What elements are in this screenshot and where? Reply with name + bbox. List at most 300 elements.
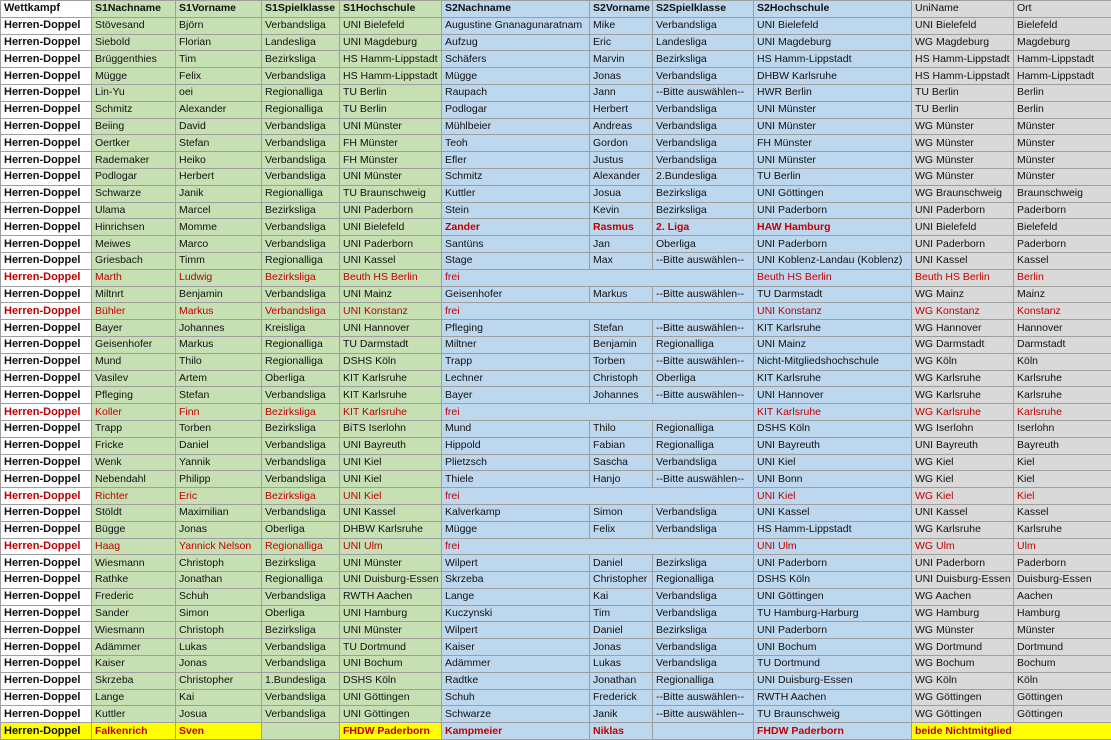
cell-s2hochschule[interactable]: Beuth HS Berlin xyxy=(754,269,912,286)
cell-s1nachname[interactable]: Koller xyxy=(92,404,176,421)
cell-s2vorname[interactable]: Josua xyxy=(590,185,653,202)
cell-s1hochschule[interactable]: UNI Konstanz xyxy=(340,303,442,320)
cell-s2vorname[interactable]: Daniel xyxy=(590,555,653,572)
cell-s2hochschule[interactable]: UNI Bayreuth xyxy=(754,437,912,454)
cell-s2nachname[interactable]: Bayer xyxy=(442,387,590,404)
cell-s2hochschule[interactable]: UNI Münster xyxy=(754,101,912,118)
cell-s2vorname[interactable]: Eric xyxy=(590,34,653,51)
cell-s2nachname[interactable]: Efler xyxy=(442,152,590,169)
cell-s1nachname[interactable]: Vasilev xyxy=(92,370,176,387)
cell-s1spielklasse[interactable]: Regionalliga xyxy=(262,185,340,202)
cell-uniname[interactable]: WG Aachen xyxy=(912,588,1014,605)
cell-s2hochschule[interactable]: UNI Göttingen xyxy=(754,588,912,605)
cell-s1vorname[interactable]: Kai xyxy=(176,689,262,706)
cell-uniname[interactable]: WG Karlsruhe xyxy=(912,387,1014,404)
cell-s2nachname[interactable]: Hippold xyxy=(442,437,590,454)
cell-s1nachname[interactable]: Pfleging xyxy=(92,387,176,404)
cell-ort[interactable]: Hamburg xyxy=(1014,605,1111,622)
cell-s1spielklasse[interactable]: Regionalliga xyxy=(262,538,340,555)
cell-ort[interactable]: Berlin xyxy=(1014,269,1111,286)
cell-s2hochschule[interactable]: HWR Berlin xyxy=(754,84,912,101)
cell-s2hochschule[interactable]: UNI Kassel xyxy=(754,504,912,521)
cell-s1spielklasse[interactable]: Regionalliga xyxy=(262,101,340,118)
cell-uniname[interactable]: WG Münster xyxy=(912,168,1014,185)
cell-wettkampf[interactable]: Herren-Doppel xyxy=(1,101,92,118)
cell-s1vorname[interactable]: Markus xyxy=(176,336,262,353)
cell-s2vorname[interactable]: Niklas xyxy=(590,723,653,740)
cell-s1spielklasse[interactable]: Regionalliga xyxy=(262,353,340,370)
cell-s2vorname[interactable]: Mike xyxy=(590,17,653,34)
cell-s2spielklasse[interactable]: Bezirksliga xyxy=(653,185,754,202)
cell-s2nachname[interactable]: Mund xyxy=(442,420,590,437)
cell-s2vorname[interactable]: Herbert xyxy=(590,101,653,118)
cell-s1hochschule[interactable]: UNI Mainz xyxy=(340,286,442,303)
cell-s2hochschule[interactable]: UNI Bielefeld xyxy=(754,17,912,34)
cell-s2hochschule[interactable]: UNI Bochum xyxy=(754,639,912,656)
cell-ort[interactable]: Paderborn xyxy=(1014,202,1111,219)
cell-s2vorname[interactable]: Max xyxy=(590,252,653,269)
cell-s1vorname[interactable]: Artem xyxy=(176,370,262,387)
cell-s1nachname[interactable]: Kaiser xyxy=(92,656,176,673)
cell-s2spielklasse[interactable]: 2.Bundesliga xyxy=(653,168,754,185)
cell-s2nachname[interactable]: Radtke xyxy=(442,672,590,689)
cell-s1vorname[interactable]: Maximilian xyxy=(176,504,262,521)
cell-ort[interactable]: Kassel xyxy=(1014,252,1111,269)
cell-wettkampf[interactable]: Herren-Doppel xyxy=(1,521,92,538)
cell-s2-frei[interactable]: frei xyxy=(442,303,754,320)
cell-wettkampf[interactable]: Herren-Doppel xyxy=(1,454,92,471)
cell-s1hochschule[interactable]: UNI Münster xyxy=(340,118,442,135)
cell-uniname[interactable]: WG Münster xyxy=(912,135,1014,152)
cell-s2spielklasse[interactable]: Landesliga xyxy=(653,34,754,51)
cell-s1hochschule[interactable]: Beuth HS Berlin xyxy=(340,269,442,286)
cell-s1vorname[interactable]: David xyxy=(176,118,262,135)
cell-wettkampf[interactable]: Herren-Doppel xyxy=(1,236,92,253)
cell-s2hochschule[interactable]: TU Braunschweig xyxy=(754,706,912,723)
cell-wettkampf[interactable]: Herren-Doppel xyxy=(1,336,92,353)
cell-s2hochschule[interactable]: UNI Paderborn xyxy=(754,202,912,219)
cell-s2nachname[interactable]: Kampmeier xyxy=(442,723,590,740)
cell-s2nachname[interactable]: Mügge xyxy=(442,68,590,85)
cell-s2nachname[interactable]: Stein xyxy=(442,202,590,219)
cell-wettkampf[interactable]: Herren-Doppel xyxy=(1,286,92,303)
cell-s1nachname[interactable]: Adämmer xyxy=(92,639,176,656)
cell-s2spielklasse[interactable]: --Bitte auswählen-- xyxy=(653,286,754,303)
cell-s2spielklasse[interactable]: --Bitte auswählen-- xyxy=(653,689,754,706)
cell-s2spielklasse[interactable]: Regionalliga xyxy=(653,420,754,437)
cell-uniname[interactable]: HS Hamm-Lippstadt xyxy=(912,68,1014,85)
cell-uniname[interactable]: WG Karlsruhe xyxy=(912,521,1014,538)
cell-s2nachname[interactable]: Plietzsch xyxy=(442,454,590,471)
cell-wettkampf[interactable]: Herren-Doppel xyxy=(1,320,92,337)
cell-wettkampf[interactable]: Herren-Doppel xyxy=(1,152,92,169)
cell-s1vorname[interactable]: Stefan xyxy=(176,135,262,152)
cell-s2nachname[interactable]: Trapp xyxy=(442,353,590,370)
cell-s2vorname[interactable]: Thilo xyxy=(590,420,653,437)
cell-s1spielklasse[interactable]: Bezirksliga xyxy=(262,404,340,421)
header-cell-s2hochschule[interactable]: S2Hochschule xyxy=(754,1,912,18)
cell-s1nachname[interactable]: Wiesmann xyxy=(92,555,176,572)
cell-wettkampf[interactable]: Herren-Doppel xyxy=(1,538,92,555)
cell-s2hochschule[interactable]: FH Münster xyxy=(754,135,912,152)
cell-s2spielklasse[interactable]: --Bitte auswählen-- xyxy=(653,320,754,337)
cell-wettkampf[interactable]: Herren-Doppel xyxy=(1,353,92,370)
cell-s1spielklasse[interactable]: Kreisliga xyxy=(262,320,340,337)
cell-ort[interactable]: Magdeburg xyxy=(1014,34,1111,51)
cell-nichtmitglied-note[interactable]: beide Nichtmitglied xyxy=(912,723,1111,740)
cell-s2vorname[interactable]: Gordon xyxy=(590,135,653,152)
header-cell-ort[interactable]: Ort xyxy=(1014,1,1111,18)
cell-wettkampf[interactable]: Herren-Doppel xyxy=(1,471,92,488)
cell-ort[interactable]: Kiel xyxy=(1014,454,1111,471)
cell-s1vorname[interactable]: Philipp xyxy=(176,471,262,488)
cell-s2nachname[interactable]: Podlogar xyxy=(442,101,590,118)
cell-s2nachname[interactable]: Santüns xyxy=(442,236,590,253)
cell-s2vorname[interactable]: Christoph xyxy=(590,370,653,387)
cell-s1vorname[interactable]: Sven xyxy=(176,723,262,740)
cell-s2hochschule[interactable]: UNI Kiel xyxy=(754,488,912,505)
cell-s2vorname[interactable]: Jonas xyxy=(590,68,653,85)
cell-s1vorname[interactable]: Finn xyxy=(176,404,262,421)
cell-ort[interactable]: Karlsruhe xyxy=(1014,387,1111,404)
cell-ort[interactable]: Hamm-Lippstadt xyxy=(1014,51,1111,68)
cell-s1spielklasse[interactable]: Verbandsliga xyxy=(262,168,340,185)
cell-s1vorname[interactable]: Schuh xyxy=(176,588,262,605)
cell-s1hochschule[interactable]: UNI Ulm xyxy=(340,538,442,555)
cell-s1nachname[interactable]: Bayer xyxy=(92,320,176,337)
cell-s1hochschule[interactable]: TU Berlin xyxy=(340,84,442,101)
cell-s2spielklasse[interactable]: Regionalliga xyxy=(653,336,754,353)
cell-uniname[interactable]: HS Hamm-Lippstadt xyxy=(912,51,1014,68)
cell-s2-frei[interactable]: frei xyxy=(442,538,754,555)
cell-s1vorname[interactable]: Simon xyxy=(176,605,262,622)
cell-uniname[interactable]: WG Göttingen xyxy=(912,689,1014,706)
cell-s1hochschule[interactable]: UNI Magdeburg xyxy=(340,34,442,51)
cell-s1spielklasse[interactable]: Verbandsliga xyxy=(262,588,340,605)
cell-ort[interactable]: Iserlohn xyxy=(1014,420,1111,437)
cell-s1vorname[interactable]: Jonas xyxy=(176,656,262,673)
cell-s1nachname[interactable]: Mund xyxy=(92,353,176,370)
cell-s1spielklasse[interactable]: Oberliga xyxy=(262,370,340,387)
cell-s2vorname[interactable]: Andreas xyxy=(590,118,653,135)
cell-uniname[interactable]: TU Berlin xyxy=(912,84,1014,101)
cell-s2nachname[interactable]: Adämmer xyxy=(442,656,590,673)
cell-s2nachname[interactable]: Schäfers xyxy=(442,51,590,68)
cell-s2hochschule[interactable]: UNI Hannover xyxy=(754,387,912,404)
cell-s2-frei[interactable]: frei xyxy=(442,488,754,505)
cell-s1spielklasse[interactable]: Verbandsliga xyxy=(262,387,340,404)
cell-s1vorname[interactable]: Daniel xyxy=(176,437,262,454)
cell-s1nachname[interactable]: Miltnrt xyxy=(92,286,176,303)
cell-ort[interactable]: Aachen xyxy=(1014,588,1111,605)
cell-s2vorname[interactable]: Alexander xyxy=(590,168,653,185)
header-cell-s1vorname[interactable]: S1Vorname xyxy=(176,1,262,18)
cell-s1vorname[interactable]: Timm xyxy=(176,252,262,269)
cell-uniname[interactable]: WG Kiel xyxy=(912,454,1014,471)
cell-uniname[interactable]: UNI Bayreuth xyxy=(912,437,1014,454)
cell-s1spielklasse[interactable]: Verbandsliga xyxy=(262,236,340,253)
cell-ort[interactable]: Münster xyxy=(1014,118,1111,135)
cell-s1vorname[interactable]: Josua xyxy=(176,706,262,723)
cell-s2vorname[interactable]: Simon xyxy=(590,504,653,521)
cell-uniname[interactable]: WG Karlsruhe xyxy=(912,370,1014,387)
cell-ort[interactable]: Braunschweig xyxy=(1014,185,1111,202)
cell-s1vorname[interactable]: Christoph xyxy=(176,555,262,572)
cell-s2nachname[interactable]: Zander xyxy=(442,219,590,236)
cell-wettkampf[interactable]: Herren-Doppel xyxy=(1,706,92,723)
cell-s1hochschule[interactable]: UNI Kassel xyxy=(340,504,442,521)
cell-s1hochschule[interactable]: DSHS Köln xyxy=(340,353,442,370)
cell-s2spielklasse[interactable]: Regionalliga xyxy=(653,672,754,689)
cell-s1spielklasse[interactable]: Bezirksliga xyxy=(262,51,340,68)
cell-s1vorname[interactable]: Janik xyxy=(176,185,262,202)
cell-s1spielklasse[interactable]: Bezirksliga xyxy=(262,269,340,286)
cell-ort[interactable]: Ulm xyxy=(1014,538,1111,555)
cell-s1spielklasse[interactable]: Bezirksliga xyxy=(262,488,340,505)
cell-s2hochschule[interactable]: FHDW Paderborn xyxy=(754,723,912,740)
cell-wettkampf[interactable]: Herren-Doppel xyxy=(1,404,92,421)
cell-s2hochschule[interactable]: HS Hamm-Lippstadt xyxy=(754,521,912,538)
cell-uniname[interactable]: WG Mainz xyxy=(912,286,1014,303)
cell-s1vorname[interactable]: Marco xyxy=(176,236,262,253)
cell-s2nachname[interactable]: Wilpert xyxy=(442,622,590,639)
cell-s2spielklasse[interactable]: Regionalliga xyxy=(653,572,754,589)
header-cell-uniname[interactable]: UniName xyxy=(912,1,1014,18)
cell-s1hochschule[interactable]: UNI Münster xyxy=(340,622,442,639)
cell-s1vorname[interactable]: Yannik xyxy=(176,454,262,471)
cell-uniname[interactable]: UNI Bielefeld xyxy=(912,219,1014,236)
cell-wettkampf[interactable]: Herren-Doppel xyxy=(1,437,92,454)
cell-s1hochschule[interactable]: UNI Kassel xyxy=(340,252,442,269)
cell-s1hochschule[interactable]: KIT Karlsruhe xyxy=(340,404,442,421)
cell-ort[interactable]: Bochum xyxy=(1014,656,1111,673)
cell-s2hochschule[interactable]: KIT Karlsruhe xyxy=(754,370,912,387)
cell-s2vorname[interactable]: Justus xyxy=(590,152,653,169)
cell-s1nachname[interactable]: Rathke xyxy=(92,572,176,589)
cell-uniname[interactable]: WG Magdeburg xyxy=(912,34,1014,51)
cell-s2spielklasse[interactable]: Oberliga xyxy=(653,370,754,387)
cell-s1hochschule[interactable]: FH Münster xyxy=(340,152,442,169)
cell-s2nachname[interactable]: Kalverkamp xyxy=(442,504,590,521)
cell-s2spielklasse[interactable]: 2. Liga xyxy=(653,219,754,236)
cell-s1hochschule[interactable]: FH Münster xyxy=(340,135,442,152)
cell-ort[interactable]: Köln xyxy=(1014,353,1111,370)
cell-s2vorname[interactable]: Daniel xyxy=(590,622,653,639)
cell-uniname[interactable]: UNI Paderborn xyxy=(912,555,1014,572)
cell-ort[interactable]: Münster xyxy=(1014,622,1111,639)
cell-uniname[interactable]: WG Ulm xyxy=(912,538,1014,555)
cell-s2spielklasse[interactable]: Verbandsliga xyxy=(653,68,754,85)
cell-ort[interactable]: Dortmund xyxy=(1014,639,1111,656)
cell-s1vorname[interactable]: Lukas xyxy=(176,639,262,656)
cell-s1spielklasse[interactable]: Verbandsliga xyxy=(262,135,340,152)
header-cell-s2vorname[interactable]: S2Vorname xyxy=(590,1,653,18)
cell-s2vorname[interactable]: Jann xyxy=(590,84,653,101)
cell-ort[interactable]: Bielefeld xyxy=(1014,17,1111,34)
cell-s2spielklasse[interactable]: Verbandsliga xyxy=(653,521,754,538)
cell-s1vorname[interactable]: Ludwig xyxy=(176,269,262,286)
cell-s2nachname[interactable]: Raupach xyxy=(442,84,590,101)
cell-s1vorname[interactable]: oei xyxy=(176,84,262,101)
cell-ort[interactable]: Münster xyxy=(1014,135,1111,152)
cell-uniname[interactable]: UNI Duisburg-Essen xyxy=(912,572,1014,589)
cell-s2spielklasse[interactable]: Bezirksliga xyxy=(653,202,754,219)
cell-ort[interactable]: Hamm-Lippstadt xyxy=(1014,68,1111,85)
cell-s2nachname[interactable]: Pfleging xyxy=(442,320,590,337)
cell-s2vorname[interactable]: Lukas xyxy=(590,656,653,673)
cell-uniname[interactable]: WG Iserlohn xyxy=(912,420,1014,437)
cell-s2vorname[interactable]: Jan xyxy=(590,236,653,253)
cell-uniname[interactable]: WG Kiel xyxy=(912,488,1014,505)
cell-s1vorname[interactable]: Eric xyxy=(176,488,262,505)
cell-s1nachname[interactable]: Siebold xyxy=(92,34,176,51)
cell-s1vorname[interactable]: Jonas xyxy=(176,521,262,538)
cell-uniname[interactable]: WG Münster xyxy=(912,152,1014,169)
cell-s1nachname[interactable]: Mügge xyxy=(92,68,176,85)
cell-wettkampf[interactable]: Herren-Doppel xyxy=(1,504,92,521)
cell-s1vorname[interactable]: Thilo xyxy=(176,353,262,370)
cell-s1spielklasse[interactable]: Verbandsliga xyxy=(262,437,340,454)
cell-s1hochschule[interactable]: TU Dortmund xyxy=(340,639,442,656)
cell-s1spielklasse[interactable]: Verbandsliga xyxy=(262,471,340,488)
cell-s1nachname[interactable]: Beiing xyxy=(92,118,176,135)
cell-s1vorname[interactable]: Herbert xyxy=(176,168,262,185)
cell-s1hochschule[interactable]: UNI Bielefeld xyxy=(340,17,442,34)
cell-wettkampf[interactable]: Herren-Doppel xyxy=(1,17,92,34)
cell-uniname[interactable]: WG Kiel xyxy=(912,471,1014,488)
cell-s1hochschule[interactable]: UNI Hamburg xyxy=(340,605,442,622)
cell-s2hochschule[interactable]: UNI Paderborn xyxy=(754,622,912,639)
cell-s2vorname[interactable]: Felix xyxy=(590,521,653,538)
cell-s1hochschule[interactable]: UNI Bielefeld xyxy=(340,219,442,236)
cell-uniname[interactable]: UNI Paderborn xyxy=(912,236,1014,253)
cell-uniname[interactable]: WG Hamburg xyxy=(912,605,1014,622)
cell-uniname[interactable]: WG Köln xyxy=(912,672,1014,689)
cell-s2hochschule[interactable]: Nicht-Mitgliedshochschule xyxy=(754,353,912,370)
cell-wettkampf[interactable]: Herren-Doppel xyxy=(1,622,92,639)
cell-wettkampf[interactable]: Herren-Doppel xyxy=(1,252,92,269)
cell-wettkampf[interactable]: Herren-Doppel xyxy=(1,34,92,51)
cell-s1nachname[interactable]: Lange xyxy=(92,689,176,706)
cell-s2vorname[interactable]: Christopher xyxy=(590,572,653,589)
cell-s2vorname[interactable]: Stefan xyxy=(590,320,653,337)
cell-wettkampf[interactable]: Herren-Doppel xyxy=(1,118,92,135)
cell-ort[interactable]: Darmstadt xyxy=(1014,336,1111,353)
cell-s1spielklasse[interactable]: Verbandsliga xyxy=(262,286,340,303)
cell-ort[interactable]: Paderborn xyxy=(1014,555,1111,572)
cell-s1spielklasse[interactable]: Verbandsliga xyxy=(262,17,340,34)
cell-s1spielklasse[interactable]: Verbandsliga xyxy=(262,504,340,521)
cell-s2-frei[interactable]: frei xyxy=(442,404,754,421)
cell-ort[interactable]: Berlin xyxy=(1014,84,1111,101)
cell-ort[interactable]: Münster xyxy=(1014,152,1111,169)
cell-uniname[interactable]: TU Berlin xyxy=(912,101,1014,118)
cell-s1spielklasse[interactable]: Verbandsliga xyxy=(262,454,340,471)
cell-wettkampf[interactable]: Herren-Doppel xyxy=(1,605,92,622)
cell-s1spielklasse[interactable]: Verbandsliga xyxy=(262,152,340,169)
cell-s1hochschule[interactable]: UNI Bayreuth xyxy=(340,437,442,454)
cell-s2nachname[interactable]: Mühlbeier xyxy=(442,118,590,135)
cell-s2-frei[interactable]: frei xyxy=(442,269,754,286)
cell-s1hochschule[interactable]: UNI Paderborn xyxy=(340,202,442,219)
cell-s2nachname[interactable]: Teoh xyxy=(442,135,590,152)
cell-s1nachname[interactable]: Schwarze xyxy=(92,185,176,202)
cell-s2hochschule[interactable]: RWTH Aachen xyxy=(754,689,912,706)
cell-wettkampf[interactable]: Herren-Doppel xyxy=(1,185,92,202)
cell-uniname[interactable]: WG Münster xyxy=(912,118,1014,135)
cell-s1spielklasse[interactable]: Verbandsliga xyxy=(262,656,340,673)
cell-s2nachname[interactable]: Kuczynski xyxy=(442,605,590,622)
cell-s1hochschule[interactable]: RWTH Aachen xyxy=(340,588,442,605)
cell-s1hochschule[interactable]: UNI Göttingen xyxy=(340,706,442,723)
cell-s1vorname[interactable]: Florian xyxy=(176,34,262,51)
cell-s1nachname[interactable]: Kuttler xyxy=(92,706,176,723)
cell-s2hochschule[interactable]: UNI Münster xyxy=(754,118,912,135)
cell-s2spielklasse[interactable]: Verbandsliga xyxy=(653,17,754,34)
cell-s1vorname[interactable]: Yannick Nelson xyxy=(176,538,262,555)
cell-s2spielklasse[interactable]: Verbandsliga xyxy=(653,656,754,673)
cell-wettkampf[interactable]: Herren-Doppel xyxy=(1,672,92,689)
cell-wettkampf[interactable]: Herren-Doppel xyxy=(1,572,92,589)
cell-wettkampf[interactable]: Herren-Doppel xyxy=(1,370,92,387)
cell-s2hochschule[interactable]: UNI Ulm xyxy=(754,538,912,555)
cell-wettkampf[interactable]: Herren-Doppel xyxy=(1,555,92,572)
cell-s1nachname[interactable]: Nebendahl xyxy=(92,471,176,488)
cell-s2vorname[interactable]: Frederick xyxy=(590,689,653,706)
cell-s2nachname[interactable]: Miltner xyxy=(442,336,590,353)
cell-s1spielklasse[interactable]: Verbandsliga xyxy=(262,219,340,236)
cell-s1vorname[interactable]: Christopher xyxy=(176,672,262,689)
cell-s2hochschule[interactable]: TU Berlin xyxy=(754,168,912,185)
cell-ort[interactable]: Bielefeld xyxy=(1014,219,1111,236)
cell-s2vorname[interactable]: Janik xyxy=(590,706,653,723)
cell-s1vorname[interactable]: Björn xyxy=(176,17,262,34)
cell-ort[interactable]: Kiel xyxy=(1014,488,1111,505)
cell-s1spielklasse[interactable]: Bezirksliga xyxy=(262,202,340,219)
cell-ort[interactable]: Mainz xyxy=(1014,286,1111,303)
cell-s1spielklasse[interactable]: Bezirksliga xyxy=(262,622,340,639)
cell-s1vorname[interactable]: Jonathan xyxy=(176,572,262,589)
cell-s2spielklasse[interactable]: Bezirksliga xyxy=(653,51,754,68)
cell-s2vorname[interactable]: Rasmus xyxy=(590,219,653,236)
cell-s2vorname[interactable]: Tim xyxy=(590,605,653,622)
cell-s1nachname[interactable]: Bügge xyxy=(92,521,176,538)
cell-wettkampf[interactable]: Herren-Doppel xyxy=(1,723,92,740)
cell-s1spielklasse[interactable]: Regionalliga xyxy=(262,84,340,101)
cell-s2nachname[interactable]: Kaiser xyxy=(442,639,590,656)
cell-ort[interactable]: Karlsruhe xyxy=(1014,404,1111,421)
cell-s1hochschule[interactable]: FHDW Paderborn xyxy=(340,723,442,740)
header-cell-s2nachname[interactable]: S2Nachname xyxy=(442,1,590,18)
cell-s1nachname[interactable]: Trapp xyxy=(92,420,176,437)
cell-s2spielklasse[interactable]: --Bitte auswählen-- xyxy=(653,471,754,488)
cell-s2hochschule[interactable]: UNI Mainz xyxy=(754,336,912,353)
cell-ort[interactable]: Konstanz xyxy=(1014,303,1111,320)
header-cell-s2spielklasse[interactable]: S2Spielklasse xyxy=(653,1,754,18)
cell-s1hochschule[interactable]: UNI Göttingen xyxy=(340,689,442,706)
cell-s1nachname[interactable]: Hinrichsen xyxy=(92,219,176,236)
cell-s2nachname[interactable]: Kuttler xyxy=(442,185,590,202)
cell-s2hochschule[interactable]: UNI Koblenz-Landau (Koblenz) xyxy=(754,252,912,269)
cell-s1spielklasse[interactable]: Oberliga xyxy=(262,521,340,538)
cell-uniname[interactable]: WG Braunschweig xyxy=(912,185,1014,202)
cell-s2hochschule[interactable]: UNI Kiel xyxy=(754,454,912,471)
cell-uniname[interactable]: UNI Kassel xyxy=(912,504,1014,521)
cell-s1spielklasse[interactable] xyxy=(262,723,340,740)
cell-s2vorname[interactable]: Jonas xyxy=(590,639,653,656)
cell-s2hochschule[interactable]: TU Hamburg-Harburg xyxy=(754,605,912,622)
cell-s1nachname[interactable]: Griesbach xyxy=(92,252,176,269)
